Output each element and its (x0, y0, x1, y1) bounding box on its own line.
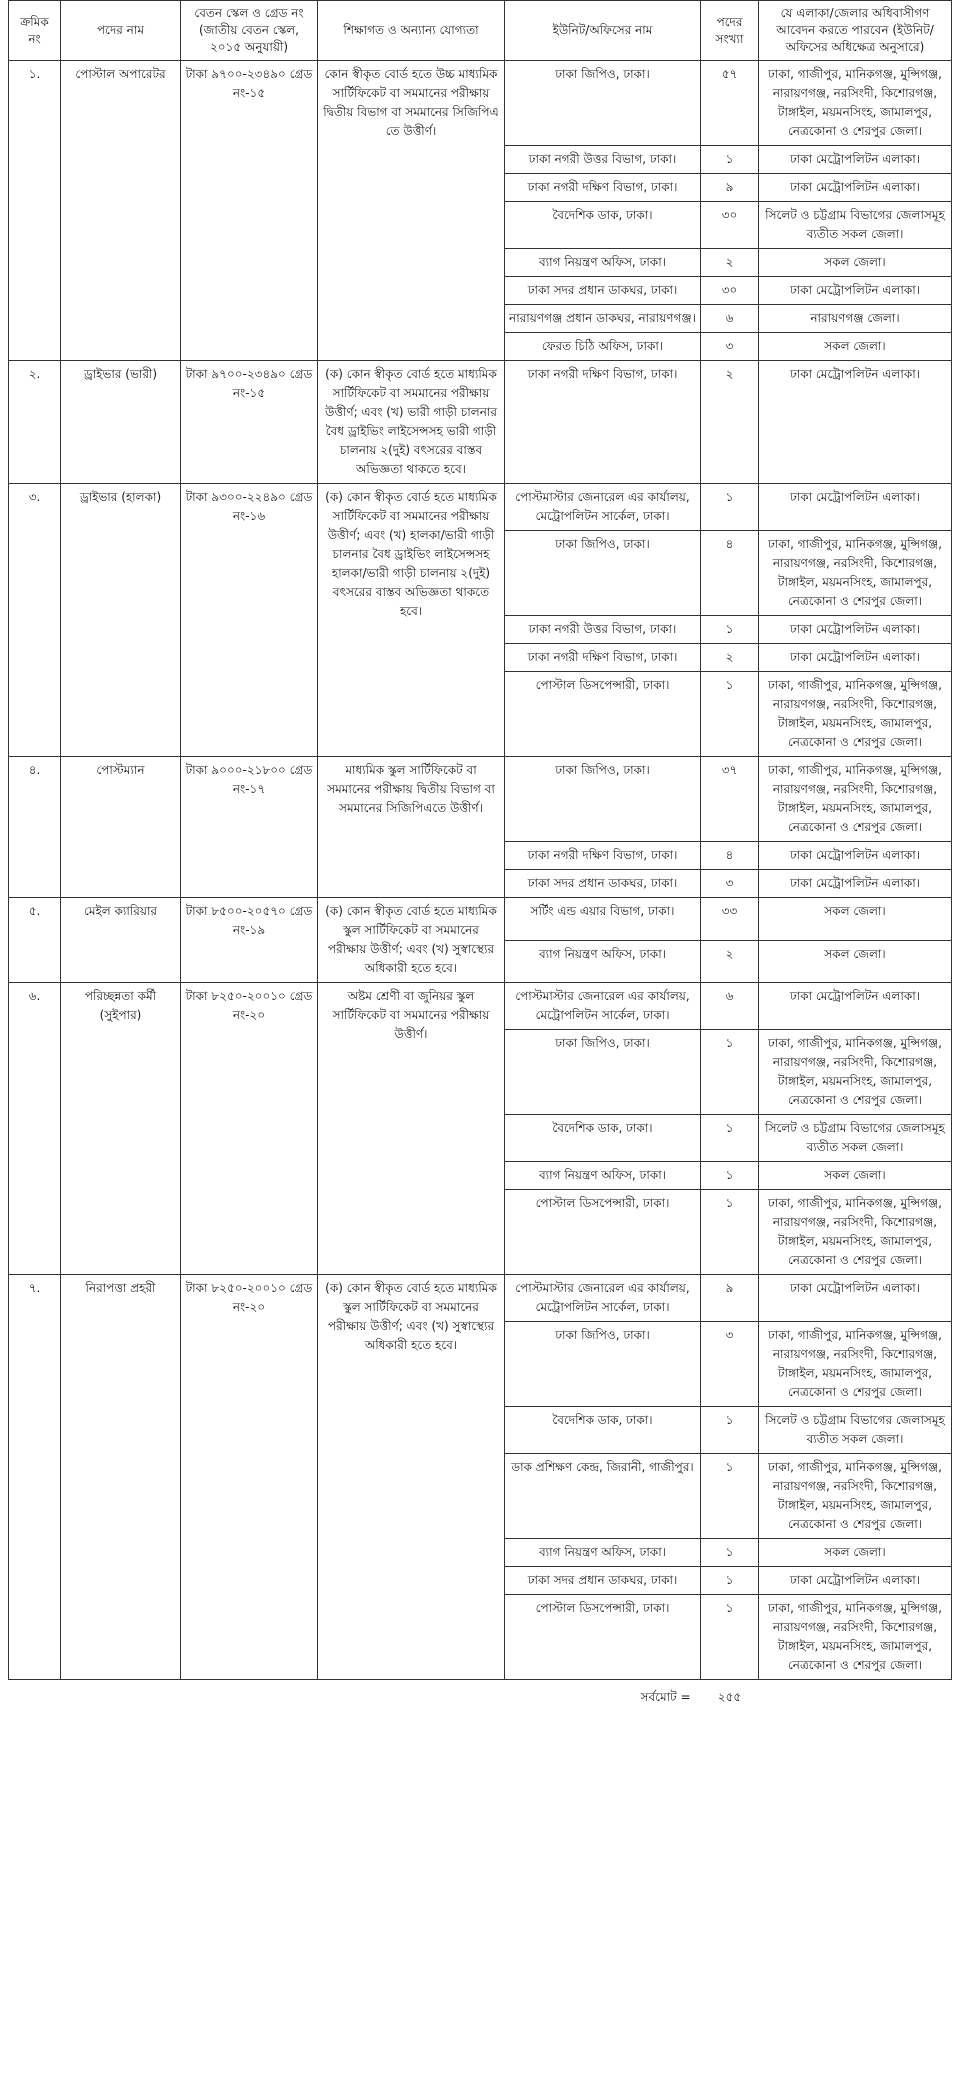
unit-cell: ফেরত চিঠি অফিস, ঢাকা। (505, 333, 701, 361)
post-count-cell: ৯ (701, 174, 759, 202)
post-name-cell: নিরাপত্তা প্রহরী (61, 1275, 181, 1680)
eligible-area-cell: সকল জেলা। (759, 249, 952, 277)
eligible-area-cell: সিলেট ও চট্টগ্রাম বিভাগের জেলাসমূহ ব্যতীত সকল জেলা। (759, 202, 952, 249)
table-body (9, 61, 952, 1680)
qualification-cell: (ক) কোন স্বীকৃত বোর্ড হতে মাধ্যমিক স্কুল সার্টিফিকেট বা সমমানের পরীক্ষায় উত্তীর্ণ; এবং (খ) সুস্বাস্থ্যের অধিকারী হতে হবে। (318, 898, 505, 983)
unit-cell: ঢাকা নগরী উত্তর বিভাগ, ঢাকা। (505, 146, 701, 174)
unit-cell: ঢাকা নগরী দক্ষিণ বিভাগ, ঢাকা। (505, 842, 701, 870)
unit-cell: ঢাকা নগরী উত্তর বিভাগ, ঢাকা। (505, 616, 701, 644)
vacancy-table (8, 0, 952, 1711)
unit-cell: পোস্টাল ডিসপেন্সারী, ঢাকা। (505, 1190, 701, 1275)
unit-cell: ঢাকা জিপিও, ঢাকা। (505, 1322, 701, 1407)
unit-cell: ঢাকা নগরী দক্ষিণ বিভাগ, ঢাকা। (505, 361, 701, 484)
unit-cell: পোস্টাল ডিসপেন্সারী, ঢাকা। (505, 1595, 701, 1680)
post-name-cell: মেইল ক্যারিয়ার (61, 898, 181, 983)
post-count-cell: ১ (701, 484, 759, 531)
table-row (9, 983, 952, 1030)
unit-cell: পোস্টাল ডিসপেন্সারী, ঢাকা। (505, 672, 701, 757)
unit-cell: ঢাকা নগরী দক্ষিণ বিভাগ, ঢাকা। (505, 174, 701, 202)
post-count-cell: ৩৭ (701, 757, 759, 842)
table-row (9, 1275, 952, 1322)
eligible-area-cell: ঢাকা, গাজীপুর, মানিকগঞ্জ, মুন্সিগঞ্জ, নারায়ণগঞ্জ, নরসিংদী, কিশোরগঞ্জ, টাঙ্গাইল, ময়মনসিংহ, জামালপুর, নেত্রকোনা ও শেরপুর জেলা। (759, 757, 952, 842)
qualification-cell: কোন স্বীকৃত বোর্ড হতে উচ্চ মাধ্যমিক সার্টিফিকেট বা সমমানের পরীক্ষায় দ্বিতীয় বিভাগ বা সমমানের সিজিপিএ তে উত্তীর্ণ। (318, 61, 505, 361)
header-serial: ক্রমিক নং (9, 1, 61, 61)
eligible-area-cell: ঢাকা মেট্রোপলিটন এলাকা। (759, 484, 952, 531)
unit-cell: নারায়ণগঞ্জ প্রধান ডাকঘর, নারায়ণগঞ্জ। (505, 305, 701, 333)
unit-cell: ব্যাগ নিয়ন্ত্রণ অফিস, ঢাকা। (505, 1539, 701, 1567)
post-count-cell: ১ (701, 146, 759, 174)
eligible-area-cell: ঢাকা মেট্রোপলিটন এলাকা। (759, 870, 952, 898)
post-count-cell: ১ (701, 616, 759, 644)
eligible-area-cell: ঢাকা মেট্রোপলিটন এলাকা। (759, 1567, 952, 1595)
post-count-cell: ১ (701, 1539, 759, 1567)
post-count-cell: ১ (701, 1030, 759, 1115)
post-count-cell: ৩৩ (701, 898, 759, 941)
eligible-area-cell: ঢাকা, গাজীপুর, মানিকগঞ্জ, মুন্সিগঞ্জ, নারায়ণগঞ্জ, নরসিংদী, কিশোরগঞ্জ, টাঙ্গাইল, ময়মনসিংহ, জামালপুর, নেত্রকোনা ও শেরপুর জেলা। (759, 1322, 952, 1407)
post-count-cell: ১ (701, 672, 759, 757)
unit-cell: পোস্টমাস্টার জেনারেল এর কার্যালয়, মেট্রোপলিটন সার্কেল, ঢাকা। (505, 484, 701, 531)
eligible-area-cell: নারায়ণগঞ্জ জেলা। (759, 305, 952, 333)
eligible-area-cell: ঢাকা মেট্রোপলিটন এলাকা। (759, 146, 952, 174)
serial-cell: ৭. (9, 1275, 61, 1680)
total-row (9, 1680, 952, 1712)
post-count-cell: ২ (701, 249, 759, 277)
post-count-cell: ২ (701, 940, 759, 983)
unit-cell: বৈদেশিক ডাক, ঢাকা। (505, 202, 701, 249)
eligible-area-cell: সকল জেলা। (759, 1539, 952, 1567)
eligible-area-cell: সকল জেলা। (759, 1162, 952, 1190)
post-name-cell: ড্রাইভার (ভারী) (61, 361, 181, 484)
unit-cell: ব্যাগ নিয়ন্ত্রণ অফিস, ঢাকা। (505, 940, 701, 983)
post-count-cell: ১ (701, 1407, 759, 1454)
post-count-cell: ৩ (701, 333, 759, 361)
eligible-area-cell: ঢাকা মেট্রোপলিটন এলাকা। (759, 1275, 952, 1322)
post-count-cell: ৫৭ (701, 61, 759, 146)
eligible-area-cell: ঢাকা মেট্রোপলিটন এলাকা। (759, 174, 952, 202)
unit-cell: ব্যাগ নিয়ন্ত্রণ অফিস, ঢাকা। (505, 1162, 701, 1190)
unit-cell: ডাক প্রশিক্ষণ কেন্দ্র, জিরানী, গাজীপুর। (505, 1454, 701, 1539)
header-qualification: শিক্ষাগত ও অন্যান্য যোগ্যতা (318, 1, 505, 61)
post-name-cell: পোস্টম্যান (61, 757, 181, 898)
serial-cell: ৬. (9, 983, 61, 1275)
table-row (9, 757, 952, 842)
qualification-cell: (ক) কোন স্বীকৃত বোর্ড হতে মাধ্যমিক সার্টিফিকেট বা সমমানের পরীক্ষায় উত্তীর্ণ; এবং (খ) ভারী গাড়ী চালনার বৈধ ড্রাইভিং লাইসেন্সসহ ভারী গাড়ী চালনায় ২(দুই) বৎসরের বাস্তব অভিজ্ঞতা থাকতে হবে। (318, 361, 505, 484)
unit-cell: ঢাকা নগরী দক্ষিণ বিভাগ, ঢাকা। (505, 644, 701, 672)
eligible-area-cell: ঢাকা, গাজীপুর, মানিকগঞ্জ, মুন্সিগঞ্জ, নারায়ণগঞ্জ, নরসিংদী, কিশোরগঞ্জ, টাঙ্গাইল, ময়মনসিংহ, জামালপুর, নেত্রকোনা ও শেরপুর জেলা। (759, 1030, 952, 1115)
header-count: পদের সংখ্যা (701, 1, 759, 61)
unit-cell: ঢাকা সদর প্রধান ডাকঘর, ঢাকা। (505, 277, 701, 305)
post-count-cell: ১ (701, 1454, 759, 1539)
pay-scale-cell: টাকা ৮২৫০-২০০১০ গ্রেড নং-২০ (181, 1275, 318, 1680)
unit-cell: ঢাকা সদর প্রধান ডাকঘর, ঢাকা। (505, 870, 701, 898)
eligible-area-cell: সকল জেলা। (759, 898, 952, 941)
eligible-area-cell: ঢাকা, গাজীপুর, মানিকগঞ্জ, মুন্সিগঞ্জ, নারায়ণগঞ্জ, নরসিংদী, কিশোরগঞ্জ, টাঙ্গাইল, ময়মনসিংহ, জামালপুর, নেত্রকোনা ও শেরপুর জেলা। (759, 672, 952, 757)
serial-cell: ১. (9, 61, 61, 361)
qualification-cell: (ক) কোন স্বীকৃত বোর্ড হতে মাধ্যমিক সার্টিফিকেট বা সমমানের পরীক্ষায় উত্তীর্ণ; এবং (খ) হালকা/ভারী গাড়ী চালনার বৈধ ড্রাইভিং লাইসেন্সসহ হালকা/ভারী গাড়ী চালনায় ২(দুই) বৎসরের বাস্তব অভিজ্ঞতা থাকতে হবে। (318, 484, 505, 757)
serial-cell: ২. (9, 361, 61, 484)
unit-cell: বৈদেশিক ডাক, ঢাকা। (505, 1115, 701, 1162)
unit-cell: পোস্টমাস্টার জেনারেল এর কার্যালয়, মেট্রোপলিটন সার্কেল, ঢাকা। (505, 1275, 701, 1322)
post-count-cell: ৬ (701, 983, 759, 1030)
post-count-cell: ১ (701, 1567, 759, 1595)
table-row (9, 361, 952, 484)
post-count-cell: ১ (701, 1595, 759, 1680)
eligible-area-cell: সকল জেলা। (759, 940, 952, 983)
pay-scale-cell: টাকা ৯৩০০-২২৪৯০ গ্রেড নং-১৬ (181, 484, 318, 757)
header-post: পদের নাম (61, 1, 181, 61)
qualification-cell: মাধ্যমিক স্কুল সার্টিফিকেট বা সমমানের পরীক্ষায় দ্বিতীয় বিভাগ বা সমমানের সিজিপিএতে উত্তীর্ণ। (318, 757, 505, 898)
table-header-row (9, 1, 952, 61)
unit-cell: ব্যাগ নিয়ন্ত্রণ অফিস, ঢাকা। (505, 249, 701, 277)
unit-cell: ঢাকা জিপিও, ঢাকা। (505, 1030, 701, 1115)
post-count-cell: ৩০ (701, 277, 759, 305)
eligible-area-cell: ঢাকা মেট্রোপলিটন এলাকা। (759, 983, 952, 1030)
qualification-cell: অষ্টম শ্রেণী বা জুনিয়র স্কুল সার্টিফিকেট বা সমমানের পরীক্ষায় উত্তীর্ণ। (318, 983, 505, 1275)
post-count-cell: ১ (701, 1115, 759, 1162)
serial-cell: ৫. (9, 898, 61, 983)
eligible-area-cell: ঢাকা মেট্রোপলিটন এলাকা। (759, 616, 952, 644)
eligible-area-cell: ঢাকা, গাজীপুর, মানিকগঞ্জ, মুন্সিগঞ্জ, নারায়ণগঞ্জ, নরসিংদী, কিশোরগঞ্জ, টাঙ্গাইল, ময়মনসিংহ, জামালপুর, নেত্রকোনা ও শেরপুর জেলা। (759, 1595, 952, 1680)
unit-cell: ঢাকা সদর প্রধান ডাকঘর, ঢাকা। (505, 1567, 701, 1595)
post-name-cell: পোস্টাল অপারেটর (61, 61, 181, 361)
pay-scale-cell: টাকা ৯০০০-২১৮০০ গ্রেড নং-১৭ (181, 757, 318, 898)
unit-cell: ঢাকা জিপিও, ঢাকা। (505, 757, 701, 842)
unit-cell: পোস্টমাস্টার জেনারেল এর কার্যালয়, মেট্রোপলিটন সার্কেল, ঢাকা। (505, 983, 701, 1030)
header-districts: যে এলাকা/জেলার অধিবাসীগণ আবেদন করতে পারবেন (ইউনিট/অফিসের অধিক্ষেত্র অনুসারে) (759, 1, 952, 61)
eligible-area-cell: ঢাকা মেট্রোপলিটন এলাকা। (759, 361, 952, 484)
post-count-cell: ৬ (701, 305, 759, 333)
pay-scale-cell: টাকা ৯৭০০-২৩৪৯০ গ্রেড নং-১৫ (181, 361, 318, 484)
qualification-cell: (ক) কোন স্বীকৃত বোর্ড হতে মাধ্যমিক স্কুল সার্টিফিকেট বা সমমানের পরীক্ষায় উত্তীর্ণ; এবং (খ) সুস্বাস্থ্যের অধিকারী হতে হবে। (318, 1275, 505, 1680)
unit-cell: বৈদেশিক ডাক, ঢাকা। (505, 1407, 701, 1454)
header-unit: ইউনিট/অফিসের নাম (505, 1, 701, 61)
post-count-cell: ২ (701, 361, 759, 484)
table-row (9, 61, 952, 146)
eligible-area-cell: ঢাকা, গাজীপুর, মানিকগঞ্জ, মুন্সিগঞ্জ, নারায়ণগঞ্জ, নরসিংদী, কিশোরগঞ্জ, টাঙ্গাইল, ময়মনসিংহ, জামালপুর, নেত্রকোনা ও শেরপুর জেলা। (759, 61, 952, 146)
post-count-cell: ১ (701, 1190, 759, 1275)
unit-cell: ঢাকা জিপিও, ঢাকা। (505, 531, 701, 616)
serial-cell: ৪. (9, 757, 61, 898)
post-count-cell: ৯ (701, 1275, 759, 1322)
job-vacancy-document (8, 0, 951, 1711)
header-scale: বেতন স্কেল ও গ্রেড নং (জাতীয় বেতন স্কেল, ২০১৫ অনুযায়ী) (181, 1, 318, 61)
post-count-cell: ৩ (701, 870, 759, 898)
pay-scale-cell: টাকা ৮২৫০-২০০১০ গ্রেড নং-২০ (181, 983, 318, 1275)
table-row (9, 898, 952, 941)
post-count-cell: ১ (701, 1162, 759, 1190)
total-spacer (759, 1680, 952, 1712)
table-row (9, 484, 952, 531)
total-value: ২৫৫ (701, 1680, 759, 1712)
eligible-area-cell: সকল জেলা। (759, 333, 952, 361)
total-label: সর্বমোট = (640, 1690, 691, 1704)
post-count-cell: ২ (701, 644, 759, 672)
post-count-cell: ৩০ (701, 202, 759, 249)
unit-cell: সর্টিং এন্ড এয়ার বিভাগ, ঢাকা। (505, 898, 701, 941)
post-count-cell: ৪ (701, 842, 759, 870)
post-name-cell: পরিচ্ছন্নতা কর্মী (সুইপার) (61, 983, 181, 1275)
eligible-area-cell: ঢাকা মেট্রোপলিটন এলাকা। (759, 842, 952, 870)
eligible-area-cell: ঢাকা, গাজীপুর, মানিকগঞ্জ, মুন্সিগঞ্জ, নারায়ণগঞ্জ, নরসিংদী, কিশোরগঞ্জ, টাঙ্গাইল, ময়মনসিংহ, জামালপুর, নেত্রকোনা ও শেরপুর জেলা। (759, 531, 952, 616)
serial-cell: ৩. (9, 484, 61, 757)
eligible-area-cell: ঢাকা, গাজীপুর, মানিকগঞ্জ, মুন্সিগঞ্জ, নারায়ণগঞ্জ, নরসিংদী, কিশোরগঞ্জ, টাঙ্গাইল, ময়মনসিংহ, জামালপুর, নেত্রকোনা ও শেরপুর জেলা। (759, 1454, 952, 1539)
eligible-area-cell: সিলেট ও চট্টগ্রাম বিভাগের জেলাসমূহ ব্যতীত সকল জেলা। (759, 1115, 952, 1162)
eligible-area-cell: ঢাকা মেট্রোপলিটন এলাকা। (759, 277, 952, 305)
post-name-cell: ড্রাইভার (হালকা) (61, 484, 181, 757)
post-count-cell: ৪ (701, 531, 759, 616)
pay-scale-cell: টাকা ৯৭০০-২৩৪৯০ গ্রেড নং-১৫ (181, 61, 318, 361)
unit-cell: ঢাকা জিপিও, ঢাকা। (505, 61, 701, 146)
eligible-area-cell: ঢাকা, গাজীপুর, মানিকগঞ্জ, মুন্সিগঞ্জ, নারায়ণগঞ্জ, নরসিংদী, কিশোরগঞ্জ, টাঙ্গাইল, ময়মনসিংহ, জামালপুর, নেত্রকোনা ও শেরপুর জেলা। (759, 1190, 952, 1275)
eligible-area-cell: সিলেট ও চট্টগ্রাম বিভাগের জেলাসমূহ ব্যতীত সকল জেলা। (759, 1407, 952, 1454)
eligible-area-cell: ঢাকা মেট্রোপলিটন এলাকা। (759, 644, 952, 672)
pay-scale-cell: টাকা ৮৫০০-২০৫৭০ গ্রেড নং-১৯ (181, 898, 318, 983)
post-count-cell: ৩ (701, 1322, 759, 1407)
